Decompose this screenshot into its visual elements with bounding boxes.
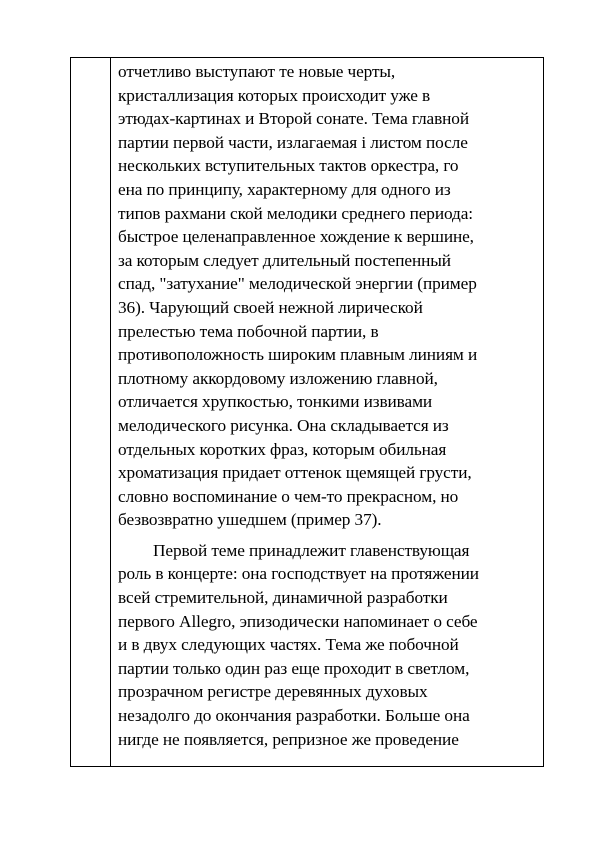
paragraph-1 (118, 60, 538, 532)
text-line: всей стремительной, динамичной разработки (118, 588, 448, 608)
text-line: 36). Чарующий своей нежной лирической (118, 297, 423, 317)
text-line: типов рахмани ской мелодики среднего периода: (118, 203, 473, 223)
text-line: кристаллизация которых происходит уже в (118, 85, 431, 105)
text-line: плотному аккордовому изложению главной, (118, 368, 438, 388)
text-line: первого Allegro, эпизодически напоминает о себе (118, 611, 478, 631)
text-line: отличается хрупкостью, тонкими извивами (118, 392, 433, 412)
text-line: и в двух следующих частях. Тема же побочной (118, 635, 459, 655)
table-column-divider (110, 58, 111, 766)
text-cell (118, 60, 538, 751)
text-line: незадолго до окончания разработки. Больше она (118, 706, 470, 726)
text-line: Первой теме принадлежит главенствующая (153, 540, 470, 560)
text-line: нескольких вступительных тактов оркестра, го (118, 156, 459, 176)
text-line: безвозвратно ушедшем (пример 37). (118, 510, 382, 530)
text-line: мелодического рисунка. Она складывается из (118, 415, 449, 435)
text-line: прозрачном регистре деревянных духовых (118, 682, 428, 702)
text-line: нигде не появляется, репризное же проведение (118, 729, 459, 749)
text-line: партии первой части, излагаемая і листом после (118, 132, 468, 152)
text-line: спад, "затухание" мелодической энергии (пример (118, 274, 477, 294)
text-line: словно воспоминание о чем-то прекрасном, но (118, 486, 459, 506)
text-line: ена по принципу, характерному для одного из (118, 179, 451, 199)
text-line: за которым следует длительный постепенный (118, 250, 451, 270)
paragraph-gap (118, 532, 538, 539)
text-line: быстрое целенаправленное хождение к вершине, (118, 227, 474, 247)
text-line: противоположность широким плавным линиям и (118, 345, 478, 365)
text-line: роль в концерте: она господствует на протяжении (118, 564, 479, 584)
text-line: хроматизация придает оттенок щемящей грусти, (118, 463, 472, 483)
text-line: отдельных коротких фраз, которым обильная (118, 439, 447, 459)
paragraph-2 (118, 539, 538, 751)
document-table (70, 57, 544, 767)
text-line: отчетливо выступают те новые черты, (118, 62, 396, 81)
text-line: этюдах-картинах и Второй сонате. Тема главной (118, 109, 469, 129)
text-line: партии только один раз еще проходит в светлом, (118, 658, 470, 678)
text-line: прелестью тема побочной партии, в (118, 321, 379, 341)
